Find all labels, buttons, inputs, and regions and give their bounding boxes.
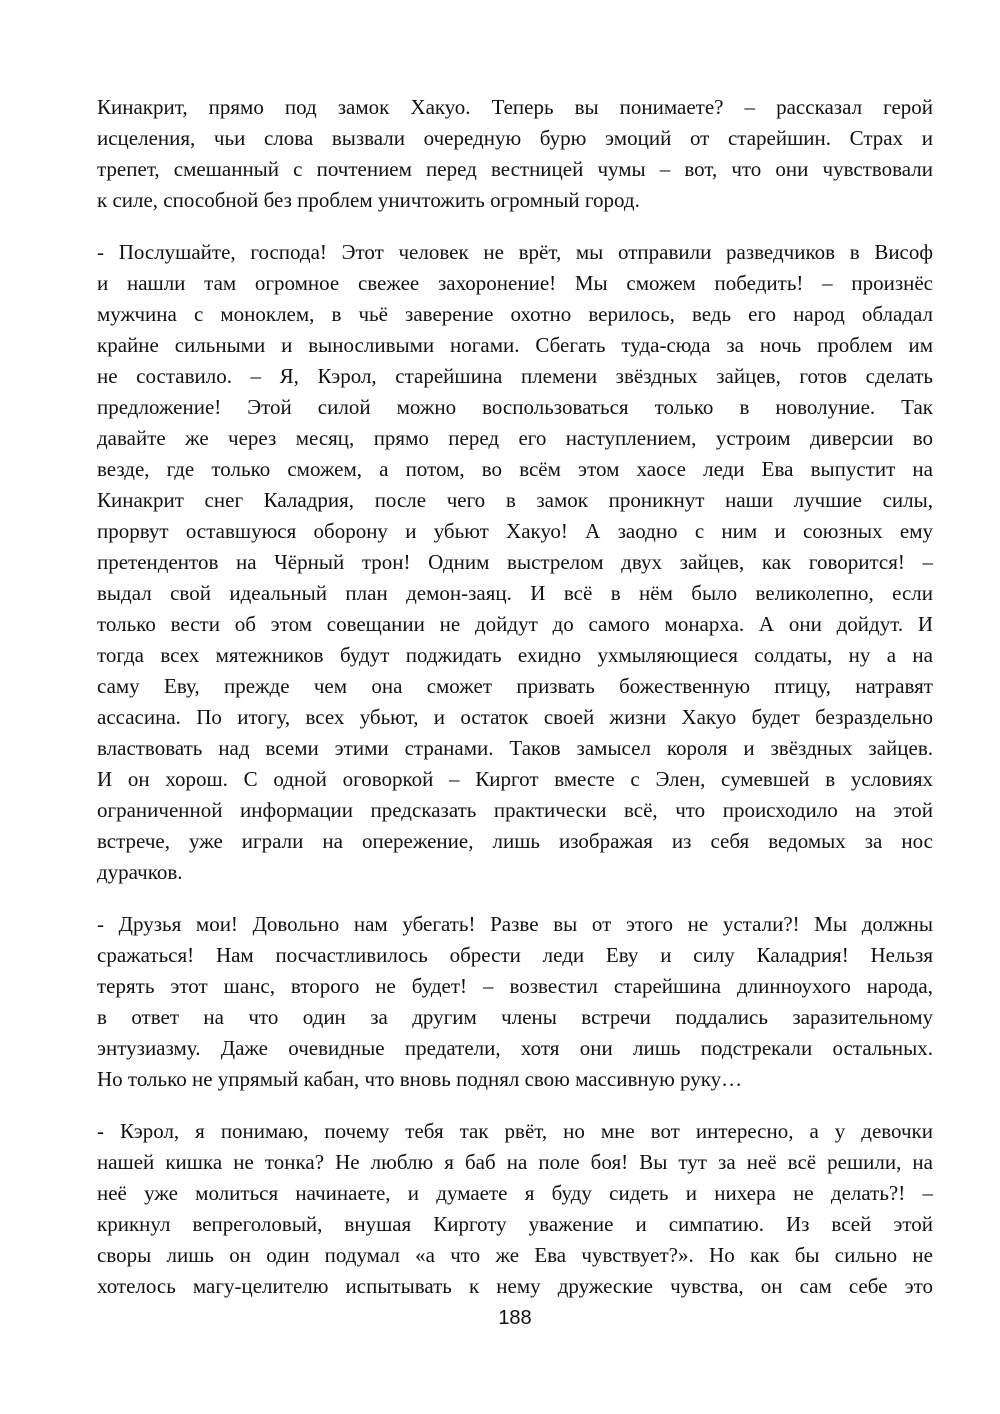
text-line: - Послушайте, господа! Этот человек не врёт, мы отправили разведчиков в Висоф bbox=[97, 240, 933, 264]
text-line: везде, где только сможем, а потом, во всём этом хаосе леди Ева выпустит на bbox=[97, 457, 933, 481]
text-line: крайне сильными и выносливыми ногами. Сбегать туда-сюда за ночь проблем им bbox=[97, 333, 933, 357]
text-line: - Друзья мои! Довольно нам убегать! Разве вы от этого не устали?! Мы должны bbox=[97, 912, 933, 936]
text-line: мужчина с моноклем, в чьё заверение охотно верилось, ведь его народ обладал bbox=[97, 302, 933, 326]
paragraph bbox=[97, 1116, 933, 1302]
text-line: тогда всех мятежников будут поджидать ехидно ухмыляющиеся солдаты, ну а на bbox=[97, 643, 933, 667]
text-line: исцеления, чьи слова вызвали очередную бурю эмоций от старейшин. Страх и bbox=[97, 126, 933, 150]
text-line: прорвут оставшуюся оборону и убьют Хакуо! А заодно с ним и союзных ему bbox=[97, 519, 933, 543]
text-line: своры лишь он один подумал «а что же Ева чувствует?». Но как бы сильно не bbox=[97, 1243, 933, 1267]
text-line: ассасина. По итогу, всех убьют, и остаток своей жизни Хакуо будет безраздельно bbox=[97, 705, 933, 729]
text-line: трепет, смешанный с почтением перед вестницей чумы – вот, что они чувствовали bbox=[97, 157, 933, 181]
text-line: властвовать над всеми этими странами. Таков замысел короля и звёздных зайцев. bbox=[97, 736, 933, 760]
text-line: саму Еву, прежде чем она сможет призвать божественную птицу, натравят bbox=[97, 674, 933, 698]
paragraph bbox=[97, 909, 933, 1095]
text-line: только вести об этом совещании не дойдут до самого монарха. А они дойдут. И bbox=[97, 612, 933, 636]
text-line: претендентов на Чёрный трон! Одним выстрелом двух зайцев, как говорится! – bbox=[97, 550, 933, 574]
text-line: сражаться! Нам посчастливилось обрести леди Еву и силу Каладрия! Нельзя bbox=[97, 943, 933, 967]
text-line: Но только не упрямый кабан, что вновь поднял свою массивную руку… bbox=[97, 1067, 743, 1091]
text-line: предложение! Этой силой можно воспользоваться только в новолуние. Так bbox=[97, 395, 933, 419]
text-line: встрече, уже играли на опережение, лишь изображая из себя ведомых за нос bbox=[97, 829, 933, 853]
text-line: И он хорош. С одной оговоркой – Киргот вместе с Элен, сумевшей в условиях bbox=[97, 767, 933, 791]
text-line: - Кэрол, я понимаю, почему тебя так рвёт, но мне вот интересно, а у девочки bbox=[97, 1119, 933, 1143]
text-line: Кинакрит снег Каладрия, после чего в замок проникнут наши лучшие силы, bbox=[97, 488, 933, 512]
text-line: давайте же через месяц, прямо перед его наступлением, устроим диверсии во bbox=[97, 426, 933, 450]
text-line: не составило. – Я, Кэрол, старейшина племени звёздных зайцев, готов сделать bbox=[97, 364, 933, 388]
text-line: выдал свой идеальный план демон-заяц. И всё в нём было великолепно, если bbox=[97, 581, 933, 605]
text-line: и нашли там огромное свежее захоронение! Мы сможем победить! – произнёс bbox=[97, 271, 933, 295]
text-line: хотелось магу-целителю испытывать к нему дружеские чувства, он сам себе это bbox=[97, 1274, 933, 1298]
page-number: 188 bbox=[498, 1307, 532, 1329]
text-line: терять этот шанс, второго не будет! – возвестил старейшина длинноухого народа, bbox=[97, 974, 933, 998]
text-line: дурачков. bbox=[97, 860, 183, 884]
text-line: Кинакрит, прямо под замок Хакуо. Теперь вы понимаете? – рассказал герой bbox=[97, 95, 933, 119]
text-line: нашей кишка не тонка? Не люблю я баб на поле боя! Вы тут за неё всё решили, на bbox=[97, 1150, 933, 1174]
text-line: неё уже молиться начинаете, и думаете я буду сидеть и нихера не делать?! – bbox=[97, 1181, 933, 1205]
text-line: энтузиазму. Даже очевидные предатели, хотя они лишь подстрекали остальных. bbox=[97, 1036, 933, 1060]
paragraph bbox=[97, 237, 933, 888]
text-line: в ответ на что один за другим члены встречи поддались заразительному bbox=[97, 1005, 933, 1029]
text-block bbox=[97, 92, 933, 1323]
paragraph bbox=[97, 92, 933, 216]
text-line: крикнул вепреголовый, внушая Кирготу уважение и симпатию. Из всей этой bbox=[97, 1212, 933, 1236]
text-line: ограниченной информации предсказать практически всё, что происходило на этой bbox=[97, 798, 933, 822]
text-line: к силе, способной без проблем уничтожить огромный город. bbox=[97, 188, 640, 212]
